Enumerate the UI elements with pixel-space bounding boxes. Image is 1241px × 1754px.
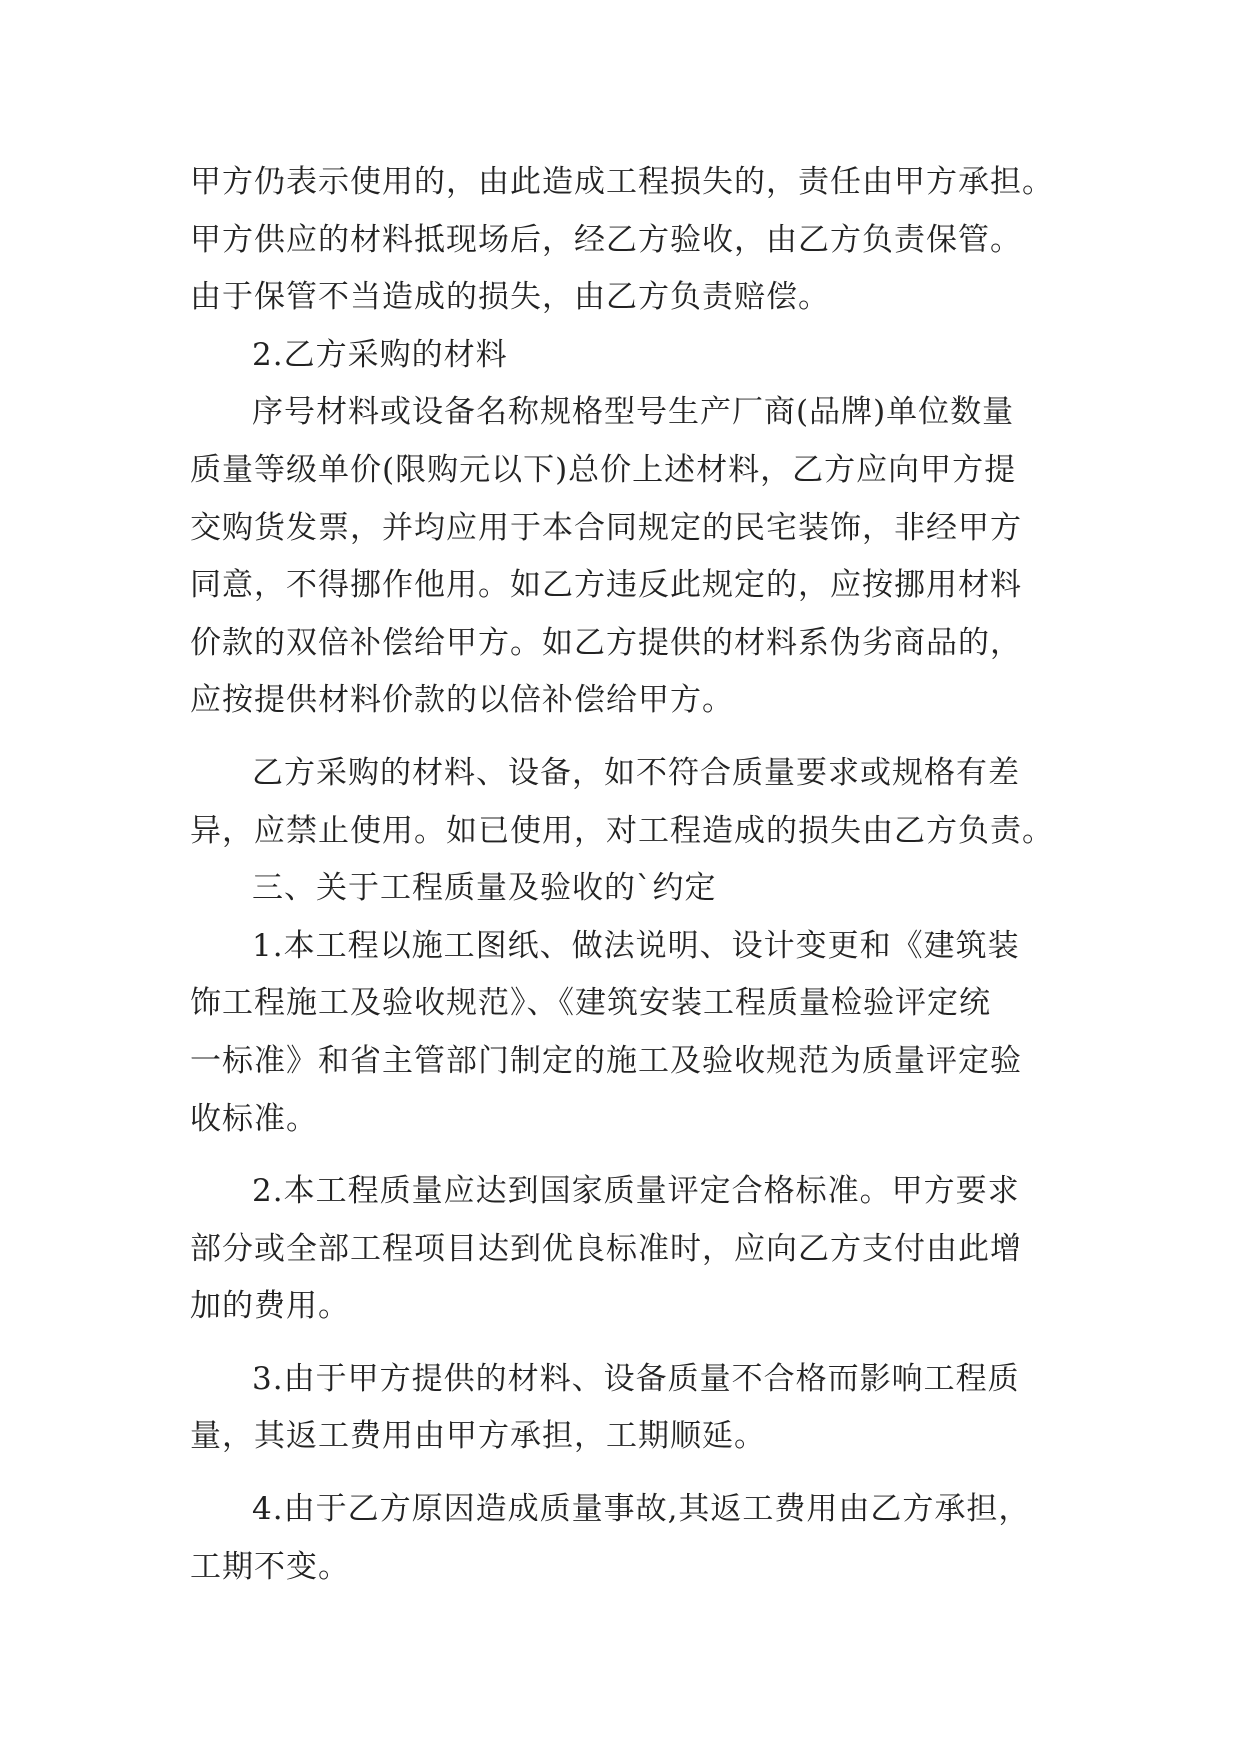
text-line: 收标准。 <box>190 1100 318 1137</box>
text-line: 同意，不得挪作他用。如乙方违反此规定的，应按挪用材料 <box>190 567 1022 604</box>
text-line: 部分或全部工程项目达到优良标准时，应向乙方支付由此增 <box>190 1230 1022 1267</box>
document-body <box>190 154 1070 1596</box>
text-line: 甲方仍表示使用的，由此造成工程损失的，责任由甲方承担。 <box>190 164 1054 200</box>
text-line: 甲方供应的材料抵现场后，经乙方验收，由乙方负责保管。 <box>190 221 1022 258</box>
text-line: 加的费用。 <box>190 1288 350 1325</box>
text-line: 三、关于工程质量及验收的`约定 <box>252 870 717 907</box>
paragraph-nonconforming-materials <box>190 745 1070 860</box>
text-line: 3.由于甲方提供的材料、设备质量不合格而影响工程质 <box>252 1360 1020 1397</box>
text-line: 1.本工程以施工图纸、做法说明、设计变更和《建筑装 <box>252 927 1020 964</box>
text-line: 异，应禁止使用。如已使用，对工程造成的损失由乙方负责。 <box>190 812 1054 849</box>
text-line: 工期不变。 <box>190 1548 350 1585</box>
text-line: 应按提供材料价款的以倍补偿给甲方。 <box>190 682 734 719</box>
text-line: 质量等级单价(限购元以下)总价上述材料，乙方应向甲方提 <box>190 451 1017 488</box>
paragraph-quality-clause-2 <box>190 1163 1070 1336</box>
text-line: 由于保管不当造成的损失，由乙方负责赔偿。 <box>190 279 830 316</box>
text-line: 2.乙方采购的材料 <box>252 336 508 373</box>
paragraph-quality-clause-4 <box>190 1481 1070 1596</box>
text-line: 4.由于乙方原因造成质量事故,其返工费用由乙方承担， <box>252 1491 1031 1528</box>
text-line: 量，其返工费用由甲方承担，工期顺延。 <box>190 1418 766 1455</box>
text-line: 交购货发票，并均应用于本合同规定的民宅装饰，非经甲方 <box>190 509 1022 546</box>
paragraph-material-custody <box>190 154 1070 327</box>
paragraph-contractor-materials <box>190 384 1070 730</box>
text-line: 2.本工程质量应达到国家质量评定合格标准。甲方要求 <box>252 1173 1020 1210</box>
text-line: 序号材料或设备名称规格型号生产厂商(品牌)单位数量 <box>252 394 1015 431</box>
text-line: 乙方采购的材料、设备，如不符合质量要求或规格有差 <box>252 754 1020 791</box>
paragraph-quality-clause-1 <box>190 918 1070 1148</box>
section-heading-contractor-materials <box>190 327 1070 385</box>
text-line: 价款的双倍补偿给甲方。如乙方提供的材料系伪劣商品的， <box>190 624 1022 661</box>
text-line: 饰工程施工及验收规范》、《建筑安装工程质量检验评定统 <box>190 985 991 1022</box>
text-line: 一标准》和省主管部门制定的施工及验收规范为质量评定验 <box>190 1042 1022 1079</box>
section-heading-quality-acceptance <box>190 860 1070 918</box>
paragraph-quality-clause-3 <box>190 1351 1070 1466</box>
